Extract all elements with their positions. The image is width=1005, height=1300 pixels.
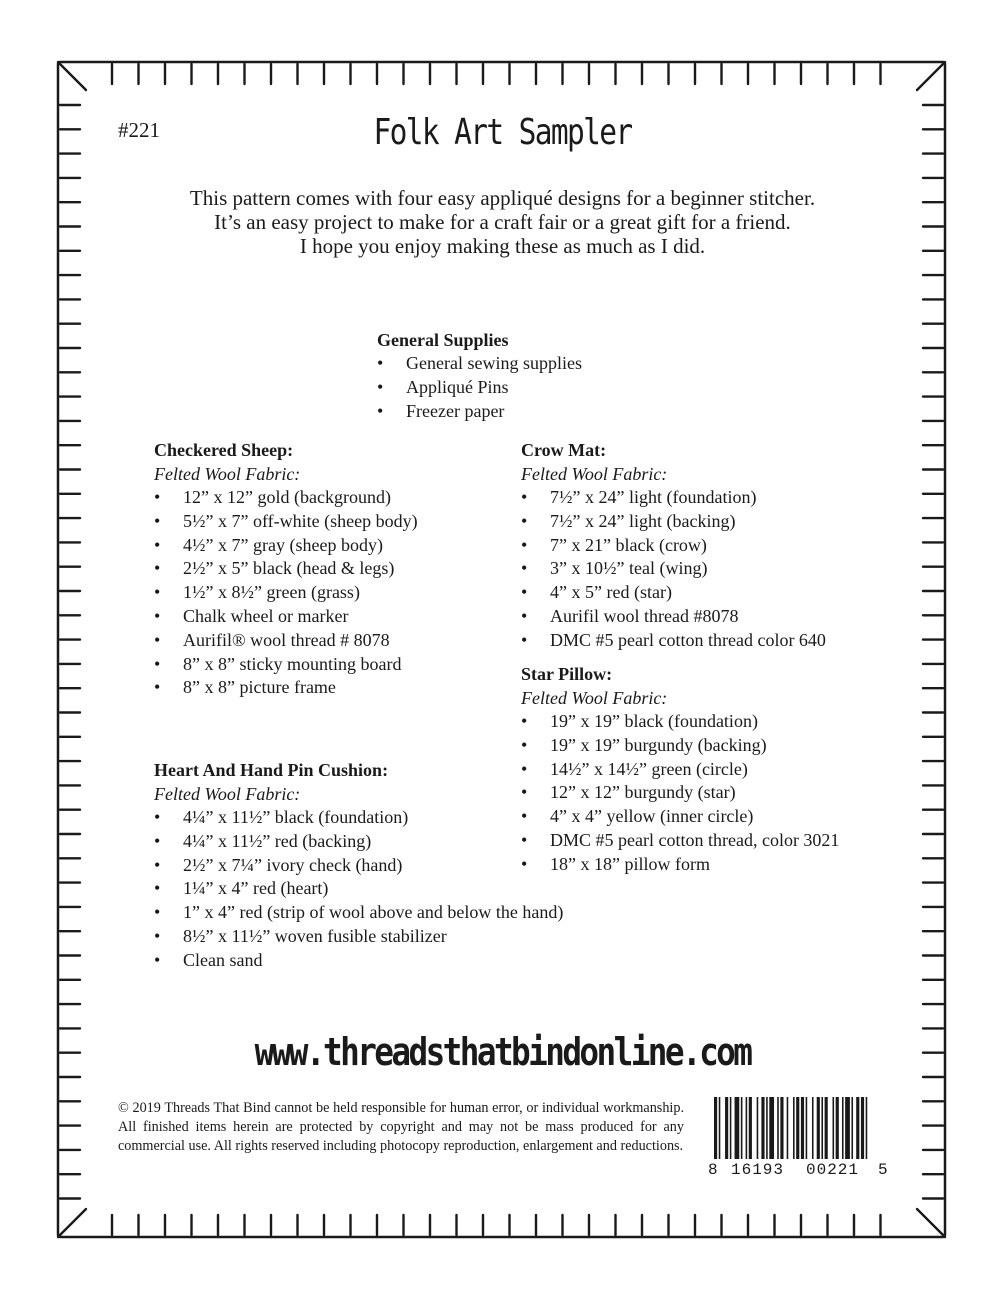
- list-item: • Aurifil wool thread #8078: [521, 605, 826, 629]
- list-item: • Appliqué Pins: [377, 376, 582, 400]
- copyright-notice: © 2019 Threads That Bind cannot be held responsible for human error, or individual workmanship. All finished items herein are protected by copyright and may not be mass produced for any commercial use. All rights reserved including photocopy reproduction, enlargement and reductions.: [118, 1100, 684, 1154]
- section-title: Checkered Sheep:: [154, 440, 294, 460]
- barcode-bar: [725, 1097, 728, 1159]
- section-title: Heart And Hand Pin Cushion:: [154, 760, 389, 780]
- barcode-bar: [842, 1097, 844, 1159]
- list-item: • DMC #5 pearl cotton thread color 640: [521, 629, 826, 653]
- barcode-bar: [787, 1097, 789, 1159]
- list-item: • 4” x 5” red (star): [521, 581, 826, 605]
- list-item: • Clean sand: [154, 949, 563, 973]
- barcode-bar: [861, 1097, 864, 1159]
- section-title: Crow Mat:: [521, 440, 607, 460]
- list-item: • 7” x 21” black (crow): [521, 534, 826, 558]
- supply-list: [154, 486, 418, 700]
- barcode-bar: [851, 1097, 853, 1159]
- website-url[interactable]: www.threadsthatbindonline.com: [254, 1030, 751, 1074]
- barcode-bar: [761, 1097, 764, 1159]
- list-item: • 12” x 12” burgundy (star): [521, 781, 839, 805]
- barcode: [708, 1095, 888, 1190]
- list-item: • 7½” x 24” light (backing): [521, 510, 826, 534]
- barcode-bar: [817, 1097, 820, 1159]
- list-item: • 4¼” x 11½” red (backing): [154, 830, 563, 854]
- barcode-digit-last: 5: [878, 1161, 888, 1179]
- barcode-bar: [735, 1097, 740, 1159]
- supply-list: [377, 352, 582, 423]
- list-item: • 3” x 10½” teal (wing): [521, 557, 826, 581]
- page-title: Folk Art Sampler: [373, 112, 632, 153]
- barcode-bar: [836, 1097, 839, 1159]
- section-subtitle: Felted Wool Fabric:: [154, 464, 301, 484]
- list-item: • General sewing supplies: [377, 352, 582, 376]
- barcode-bar: [714, 1097, 717, 1159]
- list-item: • 5½” x 7” off-white (sheep body): [154, 510, 418, 534]
- list-item: • 4” x 4” yellow (inner circle): [521, 805, 839, 829]
- barcode-digits: [708, 1161, 888, 1183]
- barcode-bar: [856, 1097, 859, 1159]
- barcode-bar: [806, 1097, 808, 1159]
- intro-paragraph: [100, 186, 905, 258]
- list-item: • 18” x 18” pillow form: [521, 853, 839, 877]
- barcode-bar: [801, 1097, 804, 1159]
- list-item: • Aurifil® wool thread # 8078: [154, 629, 418, 653]
- section-subtitle: Felted Wool Fabric:: [521, 688, 668, 708]
- list-item: • 2½” x 5” black (head & legs): [154, 557, 418, 581]
- section-title: General Supplies: [377, 330, 509, 350]
- pattern-number: #221: [118, 118, 160, 142]
- barcode-bar: [769, 1097, 774, 1159]
- list-item: • DMC #5 pearl cotton thread, color 3021: [521, 829, 839, 853]
- list-item: • 1” x 4” red (strip of wool above and below the hand): [154, 901, 563, 925]
- barcode-bar: [780, 1097, 783, 1159]
- barcode-bar: [757, 1097, 759, 1159]
- barcode-group-right: 00221: [806, 1161, 860, 1179]
- barcode-group-left: 16193: [731, 1161, 785, 1179]
- general-supplies-section: [377, 328, 582, 423]
- list-item: • 8” x 8” sticky mounting board: [154, 653, 418, 677]
- barcode-bar: [730, 1097, 732, 1159]
- list-item: • 4½” x 7” gray (sheep body): [154, 534, 418, 558]
- list-item: • Chalk wheel or marker: [154, 605, 418, 629]
- barcode-bar: [749, 1097, 752, 1159]
- pin-cushion-section: [154, 758, 563, 973]
- intro-line: This pattern comes with four easy appliqué designs for a beginner stitcher.: [189, 186, 816, 210]
- barcode-bar: [825, 1097, 828, 1159]
- list-item: • 19” x 19” burgundy (backing): [521, 734, 839, 758]
- barcode-bar: [821, 1097, 823, 1159]
- list-item: • 1¼” x 4” red (heart): [154, 877, 563, 901]
- barcode-bar: [796, 1097, 799, 1159]
- section-subtitle: Felted Wool Fabric:: [154, 784, 301, 804]
- barcode-bar: [741, 1097, 743, 1159]
- intro-line: It’s an easy project to make for a craft fair or a great gift for a friend.: [214, 210, 791, 234]
- list-item: • Freezer paper: [377, 400, 582, 424]
- list-item: • 19” x 19” black (foundation): [521, 710, 839, 734]
- barcode-bar: [777, 1097, 779, 1159]
- checkered-sheep-section: [154, 438, 418, 700]
- barcode-bar: [833, 1097, 835, 1159]
- list-item: • 8” x 8” picture frame: [154, 676, 418, 700]
- list-item: • 1½” x 8½” green (grass): [154, 581, 418, 605]
- supply-list: [154, 806, 563, 973]
- barcode-bar: [766, 1097, 768, 1159]
- barcode-bar: [793, 1097, 795, 1159]
- star-pillow-section: [521, 662, 839, 877]
- barcode-bar: [845, 1097, 850, 1159]
- list-item: • 7½” x 24” light (foundation): [521, 486, 826, 510]
- barcode-bars: [714, 1097, 888, 1159]
- crow-mat-section: [521, 438, 826, 653]
- barcode-bar: [812, 1097, 814, 1159]
- list-item: • 14½” x 14½” green (circle): [521, 758, 839, 782]
- barcode-digit-first: 8: [708, 1161, 718, 1179]
- list-item: • 4¼” x 11½” black (foundation): [154, 806, 563, 830]
- supply-list: [521, 710, 839, 877]
- section-title: Star Pillow:: [521, 664, 613, 684]
- barcode-bar: [746, 1097, 748, 1159]
- barcode-bar: [866, 1097, 868, 1159]
- supply-list: [521, 486, 826, 653]
- intro-line: I hope you enjoy making these as much as I did.: [299, 234, 706, 258]
- section-subtitle: Felted Wool Fabric:: [521, 464, 668, 484]
- list-item: • 2½” x 7¼” ivory check (hand): [154, 854, 563, 878]
- list-item: • 12” x 12” gold (background): [154, 486, 418, 510]
- barcode-bar: [719, 1097, 721, 1159]
- list-item: • 8½” x 11½” woven fusible stabilizer: [154, 925, 563, 949]
